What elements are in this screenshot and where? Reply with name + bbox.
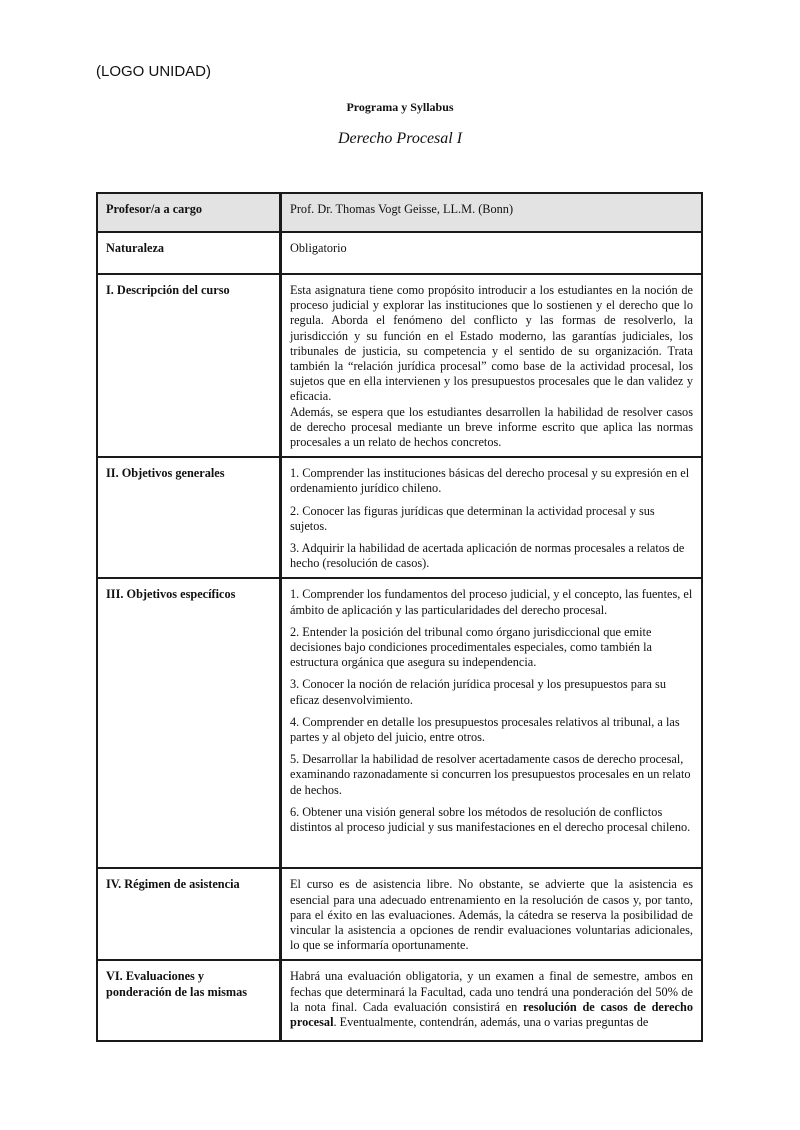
logo-placeholder: (LOGO UNIDAD): [96, 63, 212, 80]
table-row-attendance: [97, 868, 702, 960]
row-label: Naturaleza: [97, 232, 281, 274]
list-item: 3. Adquirir la habilidad de acertada aplicación de normas procesales a relatos de hecho (resolución de casos).: [290, 541, 685, 571]
document-kicker: Programa y Syllabus: [346, 100, 454, 114]
list-item: 3. Conocer la noción de relación jurídica procesal y los presupuestos para su eficaz desenvolvimiento.: [290, 677, 666, 707]
evaluations-text-emphasis: resolución de casos de derecho procesal: [290, 999, 693, 1030]
table-row-general-objectives: [97, 457, 702, 578]
list-item: 1. Comprender las instituciones básicas del derecho procesal y su expresión en el ordenamiento jurídico chileno.: [290, 466, 690, 496]
list-item: 6. Obtener una visión general sobre los métodos de resolución de conflictos distintos al proceso judicial y sus manifestaciones en el derecho procesal chileno.: [290, 804, 691, 835]
course-description: [281, 274, 703, 457]
list-item: 2. Entender la posición del tribunal como órgano jurisdiccional que emite decisiones bajo condiciones procedimentales especiales, como también la estructura orgánica que asegura su independencia.: [290, 624, 652, 670]
list-item: 2. Conocer las figuras jurídicas que determinan la actividad procesal y sus sujetos.: [290, 503, 655, 533]
list-item: 4. Comprender en detalle los presupuestos procesales relativos al tribunal, a las partes y al objeto del juicio, entre otros.: [290, 714, 680, 745]
attendance-policy: El curso es de asistencia libre. No obstante, se advierte que la asistencia es esencial para una adecuado entrenamiento en la resolución de casos y, por tanto, para el éxito en las evaluaciones. Además, la cátedra se reserva la posibilidad de vincular la asistencia a opciones de rendir evaluaciones voluntarias adicionales, lo que se informaría oportunamente.: [281, 868, 703, 960]
table-row-evaluations: [97, 960, 702, 1041]
course-nature: Obligatorio: [281, 232, 703, 274]
professor-name: Prof. Dr. Thomas Vogt Geisse, LL.M. (Bonn): [281, 193, 703, 232]
evaluations-text-before: Habrá una evaluación obligatoria, y un examen a final de semestre, ambos en fechas que determinará la Facultad, cada uno tendrá una ponderación del 50% de la nota final. Cada evaluación consistirá en: [290, 969, 693, 1014]
specific-objectives-list: [281, 578, 703, 868]
table-row-professor: [97, 193, 702, 232]
list-item: 1. Comprender los fundamentos del proceso judicial, y el concepto, las fuentes, el ámbito de aplicación y las particularidades del derecho procesal.: [290, 587, 693, 617]
description-paragraph: Además, se espera que los estudiantes desarrollen la habilidad de resolver casos de derecho procesal mediante un breve informe escrito que aplica las normas procesales a un relato de hechos concretos.: [290, 404, 693, 450]
evaluations-text: [281, 960, 703, 1041]
course-title: Derecho Procesal I: [337, 130, 463, 147]
syllabus-table: [96, 192, 703, 1042]
list-item: 5. Desarrollar la habilidad de resolver acertadamente casos de derecho procesal, examinando razonadamente si concurren los presupuestos procesales en un relato de hechos.: [290, 752, 691, 797]
general-objectives-list: [281, 457, 703, 578]
table-row-nature: [97, 232, 702, 274]
description-paragraph: Esta asignatura tiene como propósito introducir a los estudiantes en la noción de proceso judicial y explorar las instituciones que lo sostienen y el derecho que lo regula. Aborda el fenómeno del conflicto y las formas de resolverlo, la jurisdicción y su función en el Estado moderno, las garantías judiciales, los tribunales de justicia, su competencia y el sentido de su organización. Trata también la “relación jurídica procesal” como base de la actividad procesal, los sujetos que en ella intervienen y los presupuestos procesales que le dan validez y eficacia.: [290, 283, 693, 404]
evaluations-text-after: . Eventualmente, contendrán, además, una o varias preguntas de: [333, 1015, 649, 1030]
table-row-specific-objectives: [97, 578, 702, 868]
row-label: I. Descripción del curso: [97, 274, 281, 457]
row-label: Profesor/a a cargo: [97, 193, 281, 232]
row-label: VI. Evaluaciones y ponderación de las mismas: [97, 960, 281, 1041]
row-label: II. Objetivos generales: [97, 457, 281, 578]
row-label: IV. Régimen de asistencia: [97, 868, 281, 960]
table-row-description: [97, 274, 702, 457]
row-label: III. Objetivos específicos: [97, 578, 281, 868]
